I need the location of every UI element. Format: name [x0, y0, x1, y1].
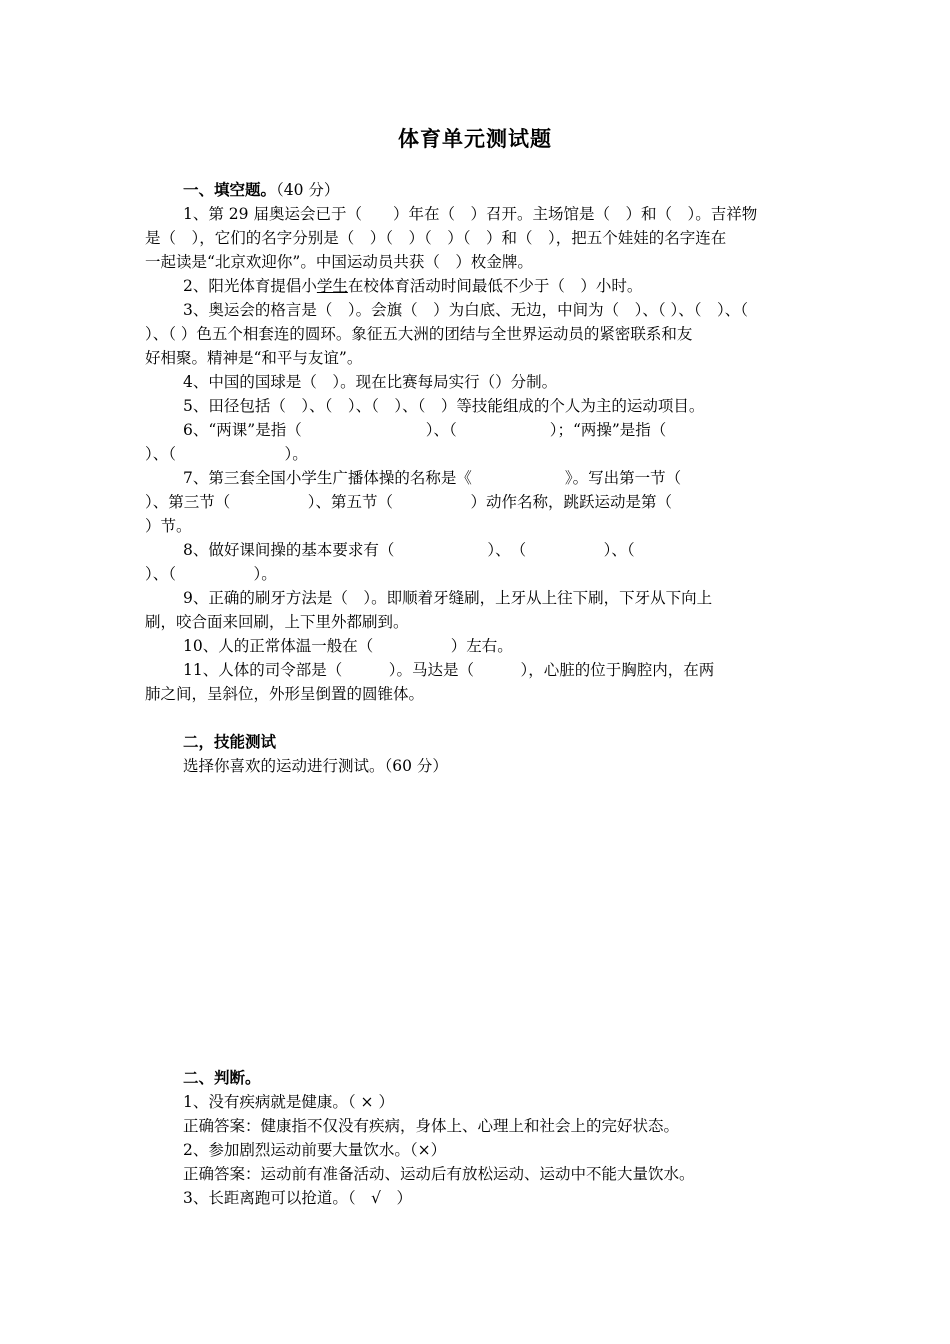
judgement-line: 3、长距离跑可以抢道。（ √ ） — [183, 1189, 412, 1207]
question-line: 4、中国的国球是（ ）。现在比赛每局实行（）分制。 — [183, 373, 558, 391]
section-instruction: 选择你喜欢的运动进行测试。（60 分） — [183, 757, 448, 775]
judgement-line: 1、没有疾病就是健康。（ × ） — [183, 1093, 394, 1111]
question-line: 5、田径包括（ ）、（ ）、（ ）、（ ）等技能组成的个人为主的运动项目。 — [183, 397, 705, 415]
question-line: 1、第 29 届奥运会已于（ ）年在（ ）召开。主场馆是（ ）和（ ）。吉祥物 — [183, 205, 758, 223]
question-line — [183, 275, 807, 297]
question-line: 刷，咬合面来回刷，上下里外都刷到。 — [145, 613, 409, 631]
underlined-text: 学生 — [316, 277, 348, 295]
question-line: 好相聚。精神是“和平与友谊”。 — [145, 349, 363, 367]
question-line: 11、人体的司令部是（ ）。马达是（ ），心脏的位于胸腔内，在两 — [183, 661, 715, 679]
question-line: 一起读是“北京欢迎你”。中国运动员共获（ ）枚金牌。 — [145, 253, 533, 271]
page-title: 体育单元测试题 — [398, 127, 552, 151]
question-line: ）、（ ）色五个相套连的圆环。象征五大洲的团结与全世界运动员的紧密联系和友 — [145, 325, 693, 343]
question-text: 2、阳光体育提倡小 — [183, 277, 317, 295]
section-heading-skill-test: 二，技能测试 — [183, 733, 277, 751]
question-line: 7、第三套全国小学生广播体操的名称是《 》。写出第一节（ — [183, 469, 682, 487]
question-line: 3、奥运会的格言是（ ）。会旗（ ）为白底、无边，中间为（ ）、（ ）、（ ）、（ — [183, 301, 749, 319]
question-line: 是（ ），它们的名字分别是（ ）（ ）（ ）（ ）和（ ），把五个娃娃的名字连在 — [145, 229, 727, 247]
question-line: ）、第三节（ ）、第五节（ ）动作名称，跳跃运动是第（ — [145, 493, 673, 511]
judgement-line: 2、参加剧烈运动前要大量饮水。（×） — [183, 1141, 447, 1159]
section-title: 一、填空题。 — [183, 181, 277, 199]
question-line: 肺之间，呈斜位，外形呈倒置的圆锥体。 — [145, 685, 425, 703]
section-score: （40 分） — [276, 181, 340, 199]
question-text: 在校体育活动时间最低不少于（ ）小时。 — [347, 277, 643, 295]
question-line: 9、正确的刷牙方法是（ ）。即顺着牙缝刷，上牙从上往下刷，下牙从下向上 — [183, 589, 713, 607]
question-line: ）节。 — [145, 517, 192, 535]
question-line: ）、（ ）。 — [145, 445, 308, 463]
question-line: 8、做好课间操的基本要求有（ ）、 （ ）、（ — [183, 541, 635, 559]
section-heading-fill-in — [183, 179, 339, 201]
answer-line: 正确答案：健康指不仅没有疾病，身体上、心理上和社会上的完好状态。 — [183, 1117, 680, 1135]
question-line: 6、“两课”是指（ ）、（ ）；“两操”是指（ — [183, 421, 667, 439]
answer-line: 正确答案：运动前有准备活动、运动后有放松运动、运动中不能大量饮水。 — [183, 1165, 695, 1183]
question-line: 10、人的正常体温一般在（ ）左右。 — [183, 637, 513, 655]
question-line: ）、（ ）。 — [145, 565, 277, 583]
section-heading-judgement: 二、判断。 — [183, 1069, 261, 1087]
